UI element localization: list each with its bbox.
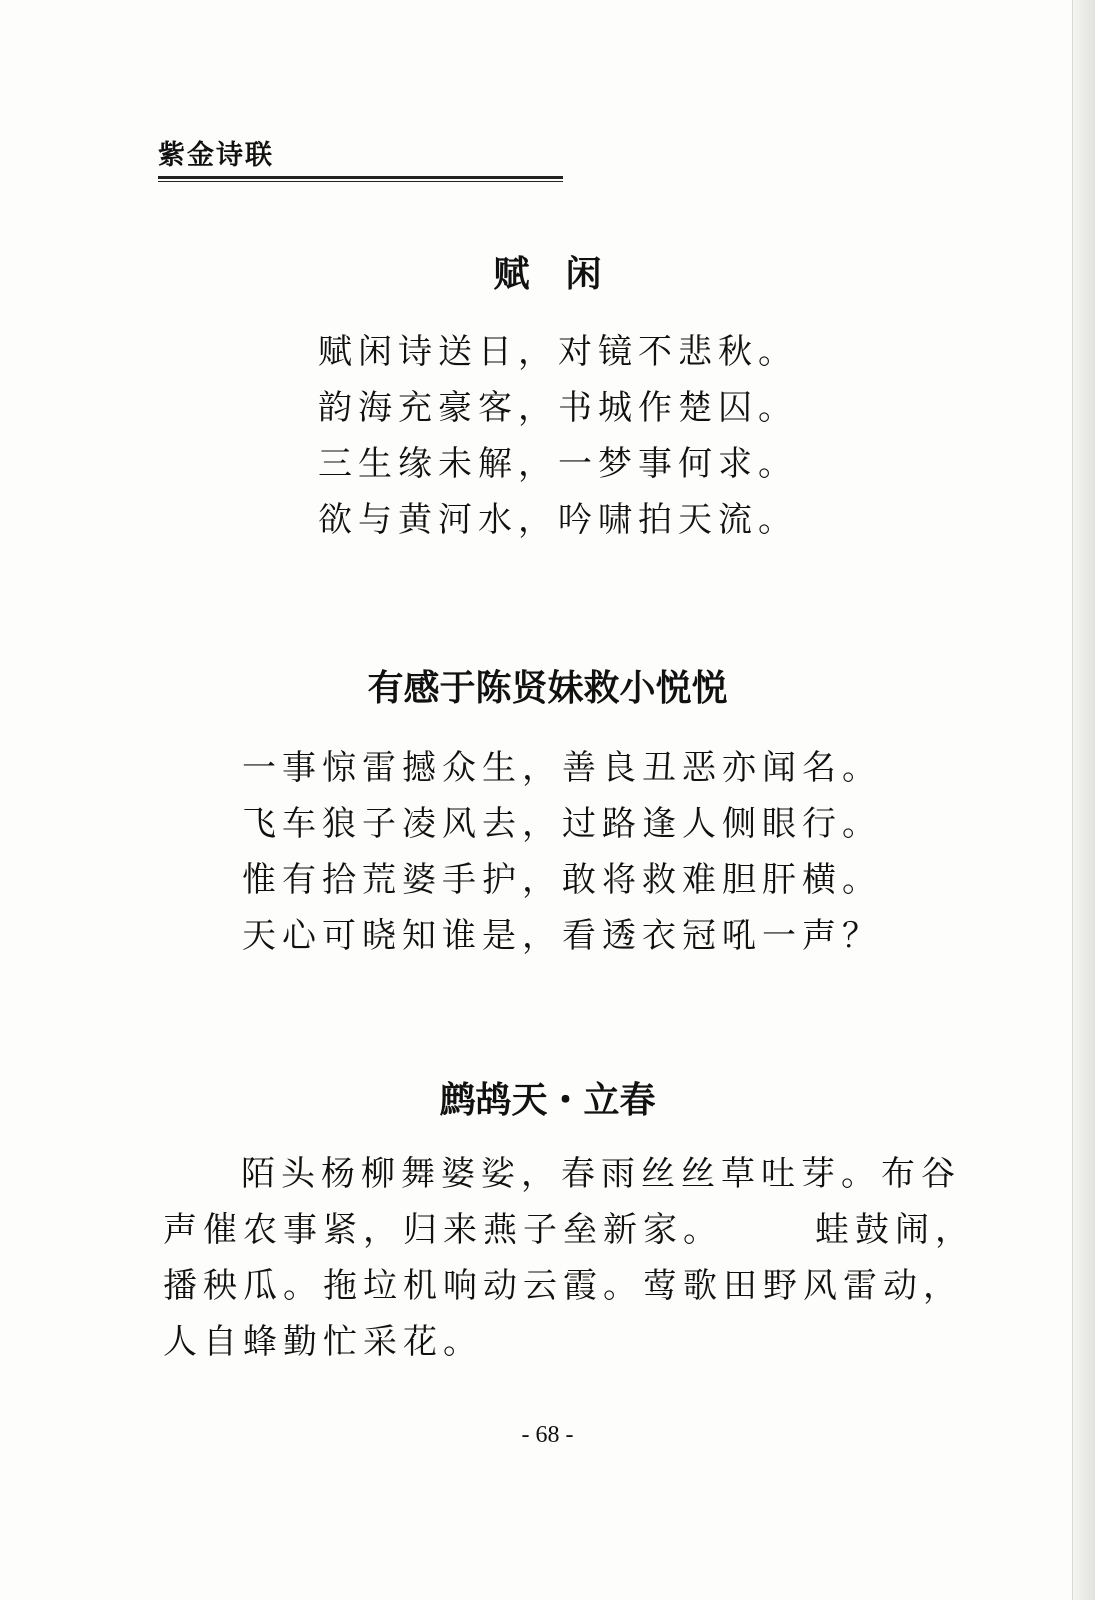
poem-line: 欲与黄河水，吟啸拍天流。 — [318, 500, 798, 540]
poem-line: 陌头杨柳舞婆娑，春雨丝丝草吐芽。布谷 — [241, 1154, 961, 1194]
poem-line: 人自蜂勤忙采花。 — [163, 1322, 483, 1362]
poem-phrase: 蛙鼓闹， — [815, 1210, 975, 1250]
poem-line — [163, 1202, 975, 1258]
page-number: - 68 - — [521, 1422, 574, 1448]
scan-edge — [1072, 0, 1095, 1600]
running-header — [158, 138, 563, 182]
poem-body-1 — [318, 324, 798, 548]
poem-line: 播秧瓜。拖垃机响动云霞。莺歌田野风雷动， — [163, 1266, 963, 1306]
book-title: 紫金诗联 — [158, 140, 274, 171]
poem-body-2 — [242, 740, 882, 964]
poem-line: 韵海充豪客，书城作楚囚。 — [318, 388, 798, 428]
poem-line: 惟有拾荒婆手护，敢将救难胆肝横。 — [242, 860, 882, 900]
poem-line: 飞车狼子凌风去，过路逢人侧眼行。 — [242, 804, 882, 844]
poem-line: 天心可晓知谁是，看透衣冠吼一声？ — [242, 916, 882, 956]
poem-phrase: 声催农事紧，归来燕子垒新家。 — [163, 1210, 723, 1250]
header-rule — [158, 176, 563, 182]
poem-line: 一事惊雷撼众生，善良丑恶亦闻名。 — [242, 748, 882, 788]
poem-line: 三生缘未解，一梦事何求。 — [318, 444, 798, 484]
poem-line: 赋闲诗送日，对镜不悲秋。 — [318, 332, 798, 372]
poem-title-2: 有感于陈贤妹救小悦悦 — [367, 667, 728, 709]
poem-title-3: 鹧鸪天・立春 — [439, 1079, 656, 1121]
poem-body-3 — [163, 1146, 975, 1370]
poem-title-1: 赋 闲 — [493, 253, 602, 295]
